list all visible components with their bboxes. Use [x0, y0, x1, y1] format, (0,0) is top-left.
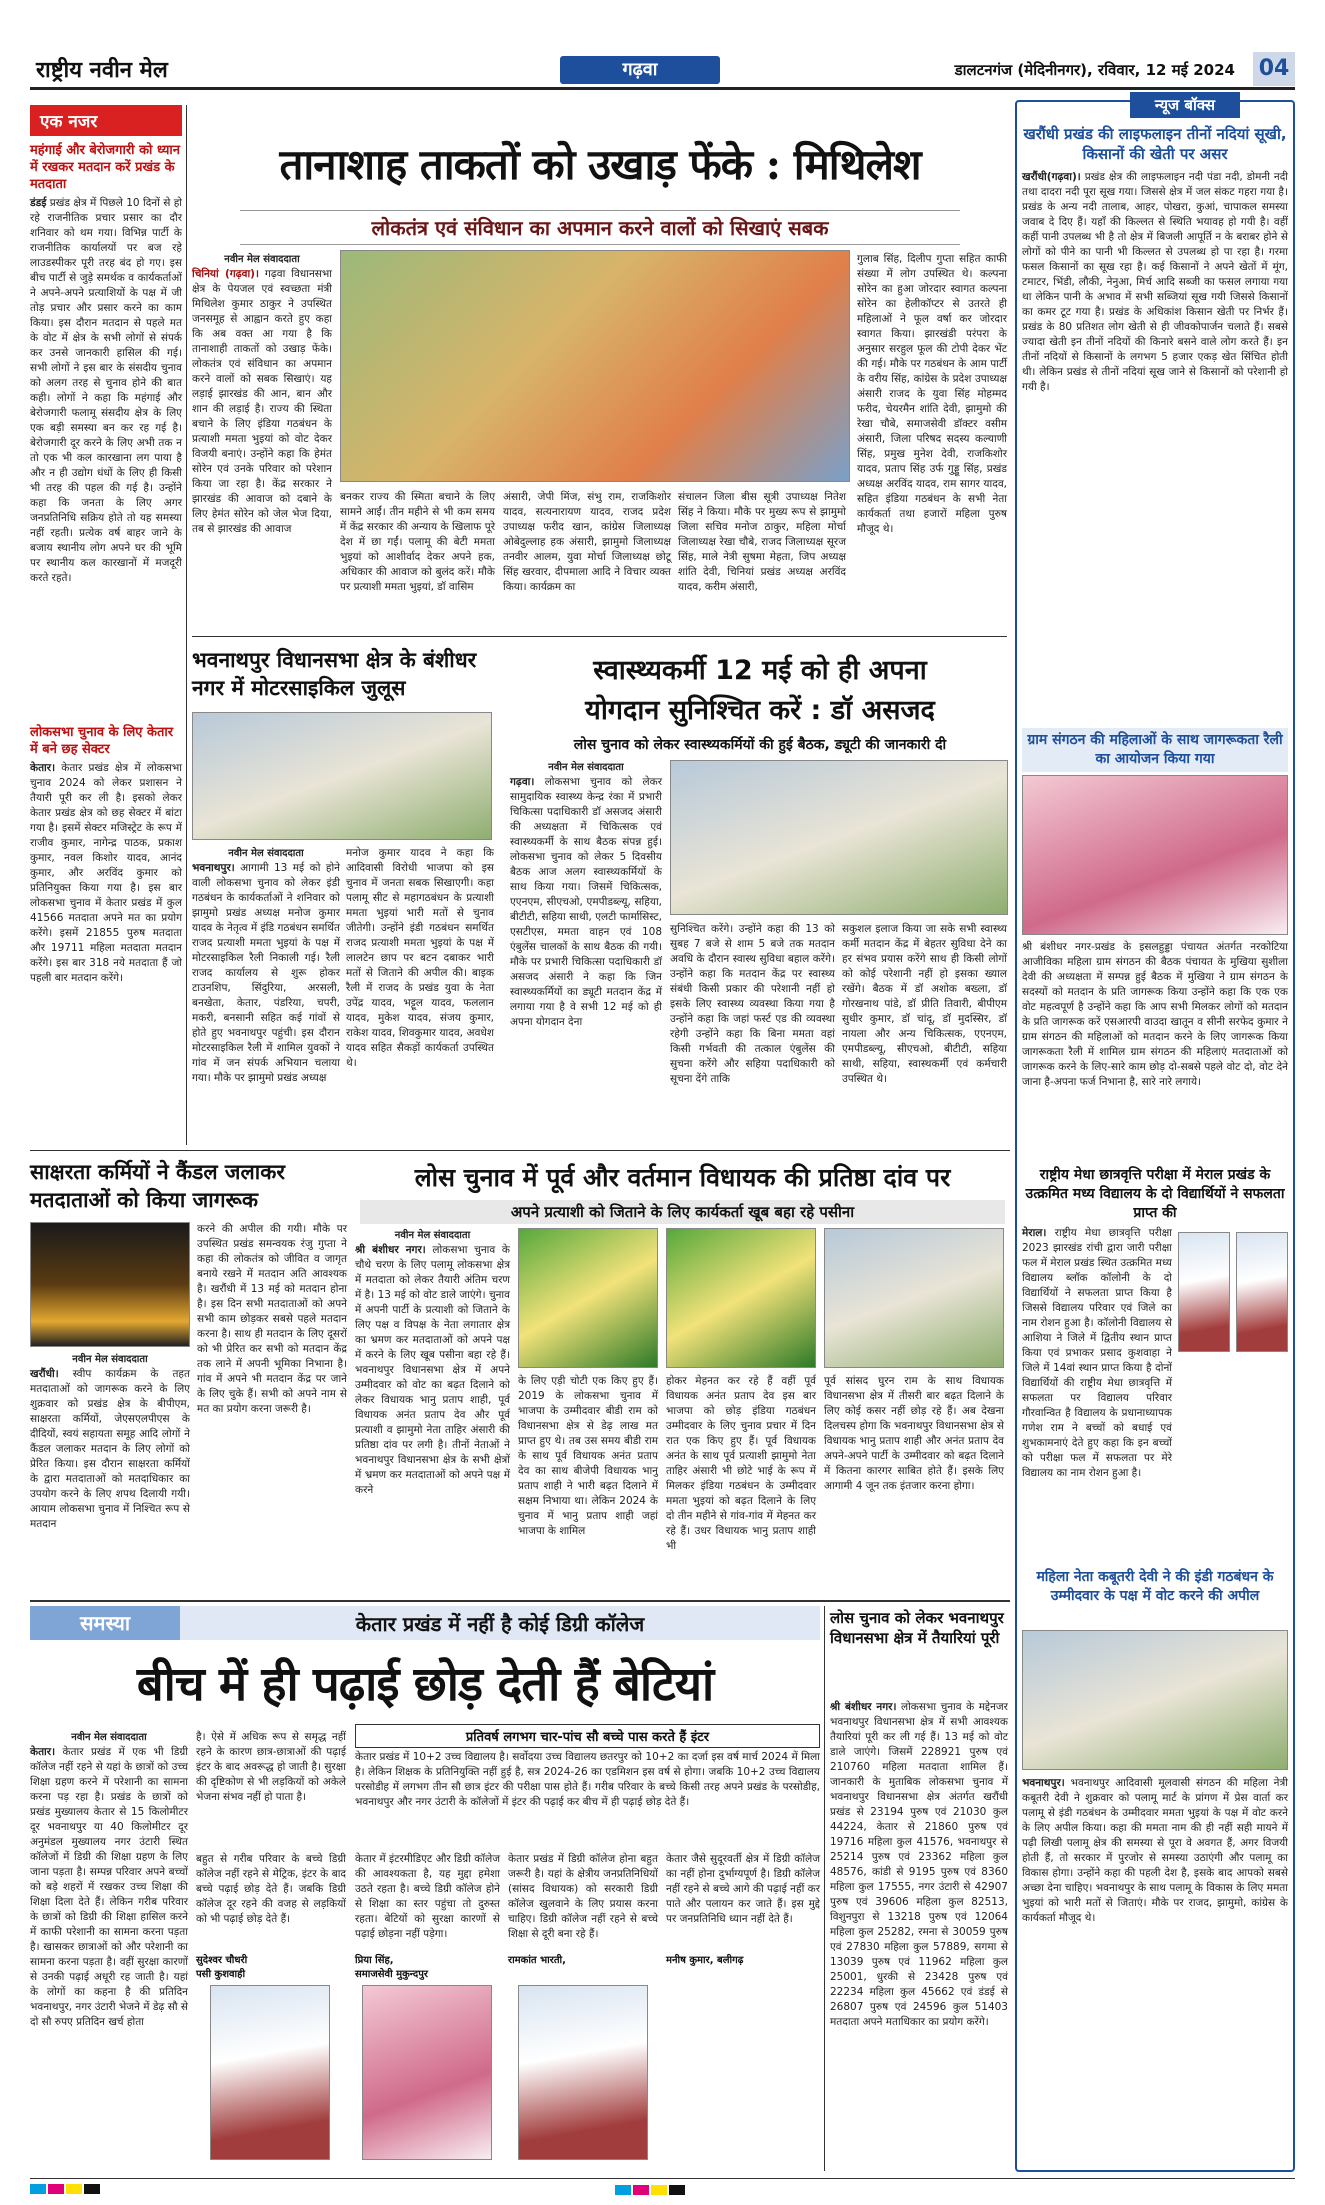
health-dateline: गढ़वा।	[510, 776, 535, 788]
quote-1-role: पसी कुशवाही	[196, 1969, 246, 1980]
rally-column-1	[192, 846, 340, 1146]
ek-nazar-story1-headline: महंगाई और बेरोजगारी को ध्यान में रखकर मतदान करें प्रखंड के मतदाता	[30, 143, 180, 192]
news-story2-headline: ग्राम संगठन की महिलाओं के साथ जागरूकता रैली का आयोजन किया गया	[1022, 728, 1288, 772]
health-subhead: लोस चुनाव को लेकर स्वास्थ्यकर्मियों की हुई बैठक, ड्यूटी की जानकारी दी	[573, 737, 947, 753]
lead-byline: नवीन मेल संवाददाता	[224, 254, 300, 265]
ek-nazar-story2-text: केतार प्रखंड क्षेत्र में लोकसभा चुनाव 2024 को लेकर प्रशासन ने तैयारी पूरी कर ली है। इसको लेकर केतार प्रखंड क्षेत्र को छह सेक्टर में बांटा गया है। इसमें सेक्टर मजिस्ट्रेट के रूप में राजीव कुमार, नागेन्द्र पाठक, प्रकाश कुमार, नवल किशोर यादव, आनंद कुमार, और अरविंद कुमार को प्रतिनियुक्त किया गया है। इस बार लोकसभा चुनाव में केतार प्रखंड में कुल 41566 मतदाता अपने मत का प्रयोग करेंगे। इसमें 21855 पुरुष मतदाता और 19711 महिला मतदाता मतदान करेंगे। इस बार 318 नये मतदाता हैं जो पहली बार मतदान करेंगे।	[30, 762, 182, 984]
mla-photo-2	[666, 1228, 816, 1368]
rally-dateline: भवनाथपुर।	[192, 862, 235, 874]
quote-3-name: रामकांत भारती,	[508, 1955, 566, 1966]
column-divider	[824, 1606, 825, 2171]
mla-column-3: होकर मेहनत कर रहे हैं वहीं पूर्व विधायक अनंत प्रताप देव इस बार भाजपा को छोड़ इंडिया गठबंधन उम्मीदवार के लिए चुनाव प्रचार में दिन रात एक किए हुए हैं। पूर्व विधायक अनंत के साथ पूर्व प्रत्याशी झामुमो नेता ताहिर अंसारी भी छोटे भाई के रूप में मिलकर इंडिया गठबंधन के उम्मीदवार ममता भुइयां को बढ़त दिलाने के लिए दो तीन महीने से गांव-गांव में मेहनत कर रहे हैं। उधर विधायक भानु प्रताप शाही भी	[666, 1375, 816, 1552]
section-name: गढ़वा	[560, 56, 720, 84]
rally-column-2: मनोज कुमार यादव ने कहा कि आदिवासी विरोधी भाजपा को इस चुनाव में जनता सबक सिखाएगी। कहा पलामू सीट से महागठबंधन के प्रत्याशी ममता भुइयां भारी मतों से चुनाव जीतेगी। उन्होंने इंडी गठबंधन समर्थित राजद प्रत्याशी ममता भुइयां के पक्ष में लालटेन छाप पर बटन दबाकर भारी मतों से जिताने की अपील की। बाइक रैली में राजद के प्रखंड युवा के नेता उपेंद्र यादव, भट्टूल यादव, फललान यादव, मुकेश यादव, संजय कुमार, राकेश यादव, शिवकुमार यादव, अवधेश यादव सहित सैकड़ों कार्यकर्ता उपस्थित थे।	[346, 847, 494, 1069]
health-column-1	[510, 760, 662, 1146]
rally-body-1: आगामी 13 मई को होने वाली लोकसभा चुनाव को लेकर इंडी गठबंधन के कार्यकर्ताओं ने शनिवार को झामुमो प्रखंड अध्यक्ष मनोज कुमार यादव के नेतृत्व में इंडि गठबंधन समर्थित राजद प्रत्याशी ममता भुइयां के पक्ष में मोटरसाइकिल रैली निकाली गई। रैली राजद कार्यालय से शुरू होकर टाउनशिप, सिंदुरिया, अरसली, बनखेता, केतार, पंडरिया, चपरी, मकरी, बनसानी सहित कई गांवों से होते हुए भवनाथपुर पहुंची। इस दौरान मोटरसाइकिल रैली में शामिल युवकों ने गांव में जन संपर्क अभियान चलाया गया। मौके पर झामुमो प्रखंड अध्यक्ष	[192, 862, 340, 1084]
college-tag: समस्या	[30, 1606, 180, 1640]
quote-4-name	[666, 1952, 820, 1966]
ek-nazar-story2-dateline: केतार।	[30, 762, 56, 774]
literacy-byline: नवीन मेल संवाददाता	[72, 1354, 148, 1365]
mla-column-4: पूर्व सांसद घुरन राम के साथ विधायक विधानसभा क्षेत्र में तीसरी बार बढ़त दिलाने के लिए कोई कसर नहीं छोड़ रहे हैं। अब देखना दिलचस्प होगा कि भवनाथपुर विधानसभा क्षेत्र से विधायक भानु प्रताप शाही और अनंत प्रताप देव अपने-अपने पार्टी के उम्मीदवार को बढ़त दिलाने में कितना कारगर साबित होते हैं। इसके लिए आगामी 4 जून तक इंतजार करना होगा।	[824, 1375, 1004, 1492]
literacy-headline: साक्षरता कर्मियों ने कैंडल जलाकर मतदाताओं को किया जागरूक	[30, 1160, 285, 1212]
ready-body	[830, 1700, 1008, 2170]
college-kicker: केतार प्रखंड में नहीं है कोई डिग्री कॉलेज	[355, 1612, 645, 1636]
news-story3-text: राष्ट्रीय मेधा छात्रवृत्ति परीक्षा 2023 झारखंड रांची द्वारा जारी परीक्षा फल में मेराल प्रखंड स्थित उत्क्रमित मध्य विद्यालय ब्लॉक कॉलोनी के दो विद्यार्थियों ने सफलता प्राप्त किया है जिससे विद्यालय परिवार एवं जिले का नाम रोशन हुआ है। कॉलोनी विद्यालय से आशिया ने जिले में द्वितीय स्थान प्राप्त किया एवं प्रभाकर प्रसाद कुशवाहा ने जिले में 14वां स्थान प्राप्त किया है दोनों विद्यार्थियों की राष्ट्रीय मेधा छात्रवृत्ति में सफलता पर विद्यालय परिवार गौरवान्वित है विद्यालय के प्रधानाध्यापक गणेश राम ने बच्चों को बधाई एवं शुभकामनाएं देते हुए कहा कि इन बच्चों को परीक्षा फल में सफलता पर मेरे विद्यालय का नाम रोशन हुआ है।	[1022, 1227, 1173, 1479]
quote-1-photo	[210, 1985, 330, 2160]
paper-name: राष्ट्रीय नवीन मेल	[36, 57, 168, 83]
section-divider	[192, 636, 1007, 637]
quote-2-name: प्रिया सिंह,	[355, 1955, 394, 1966]
literacy-column-1	[30, 1352, 190, 1594]
health-meeting-photo	[670, 760, 1008, 915]
literacy-dateline: खरौंधी।	[30, 1368, 59, 1380]
rally-byline: नवीन मेल संवाददाता	[228, 848, 304, 859]
news-story3-dateline: मेराल।	[1022, 1227, 1047, 1239]
health-column-3: सकुशल इलाज किया जा सके सभी स्वास्थ्य कर्मी मतदान केंद्र में बेहतर सुविधा देने का हर संभव प्रयास करेंगे साथ ही किसी लोगों को कोई परेशानी नहीं हो इसका ख्याल रखेंगे। बैठक में डॉ अशोक बख्ला, डॉ गोरखनाथ पांडे, डॉ प्रीति तिवारी, बीपीएम सुधीर कुमार, डॉ चांदू, डॉ मुदस्सिर, डॉ नायला और अन्य चिकित्सक, एएनएम, एमपीडब्ल्यू, सीएचओ, बीटीटी, सहिया साथी, सहिया, स्वास्थकर्मी एवं कर्मचारी उपस्थित थे।	[842, 923, 1007, 1085]
news-story4-text: भवनाथपुर आदिवासी मूलवासी संगठन की महिला नेत्री कबूतरी देवी ने शुक्रवार को पलामू मार्ट के प्रांगण में प्रेस वार्ता कर पलामू से इंडी गठबंधन के उम्मीदवार ममता भुइयां के पक्ष में वोट करने के लिए अपील किया। कहा की ममता नाम की ही नहीं सही मायने में पढ़ी लिखी पलामू क्षेत्र की समस्या से पूरा वे अवगत हैं, अगर विजयी होती हैं, तो सरकार में पुरजोर से समस्या उठाएंगी और पलामू का विकास होगा। उन्होंने कहा की पहली देश है, इसके बाद आपको सबसे अच्छा देना चाहिए। भवनाथपुर के साथ पलामू के विकास के लिए ममता भुइयां को भारी मतों से जिताएं। मौके पर राजद, झामुमो, कांग्रेस के कार्यकर्ता मौजूद थे।	[1022, 1777, 1288, 1924]
news-story3-headline: राष्ट्रीय मेधा छात्रवृत्ति परीक्षा में मेराल प्रखंड के उत्क्रमित मध्य विद्यालय के दो विद्यार्थियों ने सफलता प्राप्त की	[1025, 1167, 1285, 1221]
lead-column-2: बनकर राज्य की स्मिता बचाने के लिए सामने आईं। तीन महीने से भी कम समय में केंद्र सरकार की अन्याय के खिलाफ पूरे देश में छा गईं। पलामू की बेटी ममता भुइयां को आशीर्वाद देकर अपने हक, अधिकार की आवाज को बुलंद करें। मौके पर प्रत्याशी ममता भुइयां, डॉ वासिम	[340, 491, 495, 593]
college-column-3: केतार प्रखंड में 10+2 उच्च विद्यालय है। सर्वोदया उच्च विद्यालय छतरपुर को 10+2 का दर्जा इस वर्ष मार्च 2024 में मिला है। लेकिन शिक्षक के प्रतिनियुक्ति नहीं हुई है, सत्र 2024-26 का एडमिशन इस वर्ष से होगा। जबकि 10+2 उच्च विद्यालय परसोडीह में लगभग तीन सौ छात्र इंटर की परीक्षा पास होते हैं। गरीब परिवार के बच्चे किसी तरह अपने प्रखंड के परसोडीह, भवनाथपुर और नगर उंटारी के कॉलेजों में इंटर की पढ़ाई कर बीच में ही पढ़ाई छोड़ देते हैं।	[355, 1751, 820, 1808]
lead-body-1: गढ़वा विधानसभा क्षेत्र के पेयजल एवं स्वच्छता मंत्री मिथिलेश कुमार ठाकुर ने उपस्थित जनसमूह से आह्वान करते हुए कहा कि अब वक्त आ गया है कि तानाशाही ताकतों को उखाड़ फेंके। लोकतंत्र एवं संविधान का अपमान करने वालों को सबक सिखाएं। यह लड़ाई झारखंड की आन, बान और शान की लड़ाई है। राज्य की स्थिता बचाने के लिए इंडिया गठबंधन के प्रत्याशी ममता भुइयां को वोट देकर विजयी बनाएं। उन्होंने कहा कि हेमंत सोरेन एवं उनके परिवार को परेशान किया जा रहा है। केंद्र सरकार ने झारखंड की आवाज को दबाने के लिए हेमंत सोरेन को जेल भेज दिया, तब से झारखंड की आवाज	[192, 268, 333, 535]
quote-2-photo	[362, 1985, 492, 2160]
quote-2-text: केतार में इंटरमीडिएट और डिग्री कॉलेज की आवश्यकता है, यह मुद्दा हमेशा उठते रहता है। बच्चे डिग्री कॉलेज होने से शिक्षा का स्तर पहुंचा तो दुरुस्त रहता। बेटियों को सुरक्षा कारणों से पढ़ाई छोड़ना नहीं पड़ेगा।	[355, 1853, 500, 1940]
mla-subhead: अपने प्रत्याशी को जिताने के लिए कार्यकर्ता खूब बहा रहे पसीना	[360, 1200, 1005, 1224]
lead-column-3: अंसारी, जेपी मिंज, संभु राम, राजकिशोर यादव, सत्यनारायण यादव, राजद प्रदेश उपाध्यक्ष फरीद खान, कांग्रेस जिलाध्यक्ष ओबेदुल्लाह हक अंसारी, झामुमो जिलाध्यक्ष तनवीर आलम, युवा मोर्चा जिलाध्यक्ष छोटू सिंह खरवार, दीपमाला आदि ने विचार व्यक्त किया। कार्यक्रम का	[503, 491, 671, 593]
news-story1-body	[1022, 170, 1288, 720]
ek-nazar-tag: एक नजर	[30, 105, 182, 136]
college-body-1: केतार प्रखंड में एक भी डिग्री कॉलेज नहीं रहने से यहां के छात्रों को उच्च शिक्षा ग्रहण करने में परेशानी का सामना करना पड़ रहा है। प्रखंड के छात्रों को प्रखंड मुख्यालय केतार से 15 किलोमीटर दूर भवनाथपुर या 40 किलोमीटर दूर अनुमंडल मुख्यालय नगर उंटारी स्थित कॉलेजों में डिग्री की शिक्षा ग्रहण के लिए जाना पड़ता है। सम्पन्न परिवार अपने बच्चों को बड़े शहरों में रखकर उच्च शिक्षा की शिक्षा दिला देते हैं। लेकिन गरीब परिवार के छात्रों को डिग्री की शिक्षा हासिल करने में काफी परेशानी का सामना करना पड़ता है। खासकर छात्राओं को और परेशानी का सामना करना पड़ता है। वहीं सुरक्षा कारणों से उनकी पढ़ाई अधूरी रह जाती है। यहां के लोगों का कहना है की प्रतिदिन भवनाथपुर, नगर उंटारी भेजने में डेढ़ सौ से दो सौ रुपए प्रतिदिन खर्च होता	[30, 1746, 188, 2028]
ek-nazar-story2-body	[30, 761, 182, 1151]
mla-byline: नवीन मेल संवाददाता	[394, 1230, 471, 1241]
quote-2-role: समाजसेवी मुकुन्दपुर	[355, 1969, 428, 1980]
lead-subhead: लोकतंत्र एवं संविधान का अपमान करने वालों को सिखाएं सबक	[240, 210, 960, 245]
college-dateline: केतार।	[30, 1746, 56, 1758]
ek-nazar-story1-dateline: डंडई	[30, 197, 47, 209]
quote-3-text: केतार प्रखंड में डिग्री कॉलेज होना बहुत जरूरी है। यहां के क्षेत्रीय जनप्रतिनिधियों (सांसद विधायक) को सरकारी डिग्री कॉलेज खुलवाने के लिए प्रयास करना चाहिए। डिग्री कॉलेज नहीं रहने से बच्चे शिक्षा से दूरी बना रहे हैं।	[508, 1853, 658, 1940]
health-headline-2: योगदान सुनिश्चित करें : डॉ असजद	[585, 695, 935, 726]
news-story1-dateline: खरौंधी(गढ़वा)।	[1022, 171, 1081, 183]
college-byline: नवीन मेल संवाददाता	[71, 1732, 147, 1743]
student-photo-1	[1178, 1232, 1230, 1352]
news-story1-headline: खरौंधी प्रखंड की लाइफलाइन तीनों नदियां सूखी, किसानों की खेती पर असर	[1023, 125, 1287, 163]
quote-3-photo	[518, 1985, 648, 2160]
quote-4-text: केतार जैसे सुदूरवर्ती क्षेत्र में डिग्री कॉलेज का नहीं होना दुर्भाग्यपूर्ण है। डिग्री कॉलेज नहीं रहने से बच्चे आगे की पढ़ाई नहीं कर पाते और पलायन कर जाते हैं। इस मुद्दे पर जनप्रतिनिधि ध्यान नहीं देते हैं।	[666, 1853, 820, 1925]
ek-nazar-story1-body	[30, 196, 182, 716]
rally-photo	[340, 250, 850, 482]
mla-photo-1	[518, 1228, 658, 1368]
masthead	[30, 52, 1295, 90]
quote-1-text: बहुत से गरीब परिवार के बच्चे डिग्री कॉलेज नहीं रहने से मेट्रिक, इंटर के बाद बच्चे पढ़ाई छोड़ देते हैं। जबकि डिग्री कॉलेज दूर रहने की वजह से लड़कियों को भी पढ़ाई छोड़ देते हैं।	[196, 1853, 346, 1925]
ready-headline: लोस चुनाव को लेकर भवनाथपुर विधानसभा क्षेत्र में तैयारियां पूरी	[830, 1609, 1004, 1647]
news-box-tag: न्यूज बॉक्स	[1130, 92, 1240, 118]
news-story3-continued	[1022, 1370, 1288, 1560]
news-story4-dateline: भवनाथपुर।	[1022, 1777, 1065, 1789]
college-headline: बीच में ही पढ़ाई छोड़ देती हैं बेटियां	[136, 1657, 714, 1712]
health-headline-1: स्वास्थ्यकर्मी 12 मई को ही अपना	[593, 655, 927, 686]
quote-1-name: सुदेश्वर चौधरी	[196, 1955, 248, 1966]
mla-dateline: श्री बंशीधर नगर।	[355, 1244, 426, 1256]
news-story4-headline: महिला नेता कबूतरी देवी ने की इंडी गठबंधन के उम्मीदवार के पक्ष में वोट करने की अपील	[1036, 1569, 1274, 1604]
village-meeting-photo	[1022, 775, 1288, 935]
health-column-2: सुनिश्चित करेंगे। उन्होंने कहा की 13 को सुबह 7 बजे से शाम 5 बजे तक मतदान अवधि के दौरान स्वास्थ सुविधा बहाल करेंगे। उन्होंने कहा कि मतदान केंद्र पर स्वास्थ्य संबंधी किसी प्रकार की परेशानी नहीं हो इसके लिए स्वास्थ्य व्यवस्था किया गया है उन्होंने कहा कि जहां फर्स्ट एड की व्यवस्था रहेगी उन्होंने कहा कि बिना ममता वहां किसी गर्भवती की तत्काल एंबुलेंस की सुचना करेंगे और सहिया पदाधिकारी को सूचना देंगे ताकि	[670, 923, 835, 1085]
lead-column-1	[192, 252, 332, 630]
bike-rally-photo	[192, 712, 492, 840]
ready-body-text: लोकसभा चुनाव के मद्देनजर भवनाथपुर विधानसभा क्षेत्र में सभी आवश्यक तैयारियां पूरी कर ली गई हैं। 13 मई को वोट डाले जाएंगे। जिसमें 228921 पुरुष एवं 210760 महिला मतदाता शामिल हैं। जानकारी के मुताबिक लोकसभा चुनाव में भवनाथपुर विधानसभा क्षेत्र अंतर्गत खरौंधी प्रखंड से 23194 पुरुष एवं 21030 कुल 44224, केतार से 21860 पुरुष एवं 19716 महिला कुल 41576, भवनाथपुर से 25214 पुरुष एवं 23362 महिला कुल 48576, कांडी से 9195 पुरुष एवं 8360 महिला कुल 17555, नगर उंटारी से 42907 पुरुष एवं 39606 महिला कुल 82513, विशुनपुरा से 13218 पुरुष एवं 12064 महिला कुल 25282, रमना से 30059 पुरुष एवं 27830 महिला कुल 57889, सगमा से 13039 पुरुष एवं 11962 महिला कुल 25001, धुरकी से 23428 पुरुष एवं 22234 महिला कुल 45662 एवं डंडई से 26807 पुरुष एवं 24596 कुल 51403 मतदाता अपने मताधिकार का प्रयोग करेंगे।	[830, 1701, 1008, 2028]
health-byline: नवीन मेल संवाददाता	[548, 762, 624, 773]
literacy-body-1: स्वीप कार्यक्रम के तहत मतदाताओं को जागरूक करने के लिए शुक्रवार को प्रखंड क्षेत्र के बीपीएम, साक्षरता कर्मियों, जेएसएलपीएस के दीदियों, स्वयं सहायता समूह आदि लोगों ने कैंडल जलाकर मतदान के लिए लोगों को प्रेरित किया। इस दौरान साक्षरता कर्मियों के द्वारा मतदाताओं को मतदाधिकार का उपयोग करने के लिए शपथ दिलायी गयी। आयाम लोकसभा चुनाव में निश्चित रूप से मतदान	[30, 1368, 190, 1530]
candle-march-photo	[30, 1222, 190, 1347]
news-story1-text: प्रखंड क्षेत्र की लाइफलाइन नदी पंडा नदी, डोमनी नदी तथा दादरा नदी पूरा सूख गया। जिससे क्षेत्र में जल संकट गहरा गया है। प्रखंड के अन्य नदी तालाब, आहर, पोखरा, कुआं, चापाकल समस्या जवाब दे दिए हैं। यहाँ की किल्लत से स्थिति भयावह हो गयी है। वहीं कहीं पानी उपलब्ध भी है तो क्षेत्र में बिजली आपूर्ति न के बराबर होने से लोगों को पीने का पानी भी किल्लत से उपलब्ध हो पा रहा है। गरमा फसल किसानों का सूख रहा है। कई किसानों ने अपने खेतों में मूंग, टमाटर, भिंडी, लौकी, नेनुआ, मिर्च आदि सब्जी का फसल लगाया गया था लेकिन पानी के अभाव में सभी सब्जियां सूख गयी जिससे किसानों का कमर टूट गया है। प्रखंड के अधिकांश किसान खेती पर निर्भर हैं। प्रखंड के 80 प्रतिशत लोग खेती से ही जीवकोपार्जन चलाते हैं। सबसे ज्यादा खेती इन तीनों नदियों की किनारे बसने वाले लोग करते हैं। इन तीनों नदियों से किसानों के लगभग 5 हजार एकड़ खेत सिंचित होती थी। लेकिन प्रखंड से तीनों नदियां सूख जाने से किसानों को परेशानी हो गयी है।	[1022, 171, 1289, 393]
mla-headline: लोस चुनाव में पूर्व और वर्तमान विधायक की प्रतिष्ठा दांव पर	[414, 1163, 951, 1192]
page-number: 04	[1253, 52, 1295, 86]
column-divider	[186, 105, 187, 1145]
news-story3-body	[1022, 1226, 1173, 1479]
health-body-1: लोकसभा चुनाव को लेकर सामुदायिक स्वास्थ्य केन्द्र रंका में प्रभारी चिकित्सा पदाधिकारी डॉ असजद अंसारी की अध्यक्षता में चिकित्सक एवं स्वास्थ्यकर्मी के साथ बैठक संपन्न हुई। लोकसभा चुनाव को लेकर 5 दिवसीय बैठक आज अलग स्वास्थ्यकर्मियों के साथ किया गया। जिसमें चिकित्सक, एएनएम, सीएचओ, एमपीडब्ल्यू, सहिया, बीटीटी, सहिया साथी, एलटी फार्मासिस्ट, एसटीएस, ममता वाहन एवं 108 एंबुलेंस चालकों के साथ बैठक की गयी। मौके पर प्रभारी चिकित्सा पदाधिकारी डॉ असजद अंसारी ने कहा कि जिन स्वास्थ्यकर्मियों का ड्यूटी मतदान केंद्र में लगाया गया है वे सभी 12 मई को ही अपना योगदान देना	[510, 776, 662, 1028]
college-column-1	[30, 1730, 188, 2170]
section-divider	[30, 1150, 1010, 1151]
ready-dateline: श्री बंशीधर नगर।	[830, 1701, 897, 1713]
lead-headline: तानाशाह ताकतों को उखाड़ फेंके : मिथिलेश	[279, 140, 921, 189]
student-photo-2	[1236, 1232, 1288, 1352]
mla-photo-3	[824, 1228, 1004, 1368]
lead-column-4: संचालन जिला बीस सूत्री उपाध्यक्ष नितेश सिंह ने किया। मौके पर मुख्य रूप से झामुमो जिला सचिव मनोज ठाकुर, महिला मोर्चा जिलाध्यक्ष रेखा चौबे, राजद जिलाध्यक्ष सूरज सिंह, माले नेत्री सुषमा मेहता, जिप अध्यक्ष शांति देवी, चिनियां प्रखंड अध्यक्ष अरविंद यादव, करीम अंसारी,	[678, 491, 846, 593]
rally-headline: भवनाथपुर विधानसभा क्षेत्र के बंशीधर नगर में मोटरसाइकिल जुलूस	[192, 648, 477, 700]
news-story2-body: श्री बंशीधर नगर-प्रखंड के इसलहुड्डा पंचायत अंतर्गत नरकोटिया आजीविका महिला ग्राम संगठन की बैठक पंचायत के मुखिया सुशीला देवी की अध्यक्षता में सम्पन्न हुई बैठक में मुखिया ने ग्राम संगठन के सदस्यों को मतदान के प्रति जागरूक किया उन्होंने कहा कि एक एक वोट महत्वपूर्ण है उन्होंने कहा कि आप सभी मिलकर लोगों को मतदान के प्रति जागरूक करें एसआरपी वाउदा खातून व सीनी सरफेद कुमार ने ग्राम संगठन की महिलाओं को मतदान करने के लिए जागरूक किया जागरूकता रैली में शामिल ग्राम संगठन की महिलाएं मतदाताओं को जागरूक करने के लिए-सारे काम छोड़ दो-सबसे पहले वोट दो, वोट देने जाना है-अपना फर्ज निभाना है, सारे नारे लगाये।	[1022, 941, 1288, 1088]
quote-4-role-text: बलीगढ़	[717, 1955, 744, 1966]
ek-nazar-column	[30, 105, 182, 1145]
lead-column-5: गुलाब सिंह, दिलीप गुप्ता सहित काफी संख्या में लोग उपस्थित थे। कल्पना सोरेन का हुआ जोरदार स्वागत कल्पना सोरेन का हेलीकॉप्टर से उतरते ही महिलाओं ने फूल वर्षा कर जोरदार स्वागत किया। झारखंडी परंपरा के अनुसार सरहुल फूल की टोपी देकर भेंट की गई। मौके पर गठबंधन के आम पार्टी के वरीय सिंह, कांग्रेस के प्रदेश उपाध्यक्ष अंसारी राजद के युवा सिंह मोहम्मद फरीद, चेयरमैन शांति देवी, झामुमो की रेखा चौबे, समाजसेवी डॉक्टर वसीम अंसारी, जिला परिषद सदस्य कल्याणी सिंह, प्रमुख मुनेश देवी, राजकिशोर यादव, प्रताप सिंह उर्फ गुड्डू सिंह, प्रखंड अध्यक्ष अरविंद यादव, राम सागर यादव, सहित इंडिया गठबंधन के सभी नेता कार्यकर्ता तथा हजारों महिला पुरुष मौजूद थे।	[857, 253, 1007, 535]
press-conference-photo	[1022, 1630, 1288, 1770]
mla-body-1: लोकसभा चुनाव के चौथे चरण के लिए पलामू लोकसभा क्षेत्र में मतदाता को लेकर तैयारी अंतिम चरण में है। 13 मई को वोट डाले जाएंगे। चुनाव में अपनी पार्टी के प्रत्याशी को जिताने के लिए पक्ष व विपक्ष के नेता लगातार क्षेत्र का भ्रमण कर मतदाताओं को अपने पक्ष में करने के लिए खूब पसीना बहा रहे हैं। भवनाथपुर विधानसभा क्षेत्र में अपने उम्मीदवार को वोट का बढ़त दिलाने को लेकर विधायक भानु प्रताप शाही, पूर्व विधायक अनंत प्रताप देव और पूर्व प्रत्याशी व झामुमो नेता ताहिर अंसारी की प्रतिष्ठा दांव पर लगी है। तीनों नेताओं ने भवनाथपुर विधानसभा क्षेत्र के सभी क्षेत्रों में भ्रमण कर मतदाताओं को अपने पक्ष में करने	[355, 1244, 510, 1496]
college-strap: प्रतिवर्ष लगभग चार-पांच सौ बच्चे पास करते हैं इंटर	[355, 1724, 820, 1748]
registration-bar-center	[615, 2180, 735, 2190]
news-story4-body	[1022, 1776, 1288, 2168]
quote-4-name-text: मनीष कुमार,	[666, 1955, 714, 1966]
mla-column-1	[355, 1228, 510, 1594]
literacy-column-2: करने की अपील की गयी। मौके पर उपस्थित प्रखंड समन्वयक रंजु गुप्ता ने कहा की लोकतंत्र को जीवित व जागृत बनाये रखने में मतदान अति आवश्यक है। खरौंधी में 13 मई को मतदान होना है। इस दिन सभी मतदाताओं को अपने सभी काम छोड़कर सबसे पहले मतदान करना है। साथ ही मतदान के लिए दूसरों को भी प्रेरित कर सभी को मतदान केंद्र तक लाने में अपनी भूमिका निभाना है। गांव में अपने भी मतदान केंद्र पर जाने के लिए चुके हैं। सभी को अपने नाम से मत का प्रयोग करना जरूरी है।	[197, 1223, 347, 1415]
college-column-2: है। ऐसे में अधिक रूप से समृद्ध नहीं रहने के कारण छात्र-छात्राओं की पढ़ाई इंटर के बाद अवरूद्ध हो जाती है। सुरक्षा की दृष्टिकोण से भी लड़कियों को अकेले भेजना संभव नहीं हो पाता है।	[196, 1731, 346, 1803]
lead-dateline: चिनियां (गढ़वा)।	[192, 268, 259, 280]
ek-nazar-story2-headline: लोकसभा चुनाव के लिए केतार में बने छह सेक्टर	[30, 725, 174, 757]
dateline: डालटनगंज (मेदिनीनगर), रविवार, 12 मई 2024	[954, 61, 1235, 79]
ek-nazar-story1-text: प्रखंड क्षेत्र में पिछले 10 दिनों से हो रहे राजनीतिक प्रचार प्रसार का दौर शनिवार को थम गया। विभिन्न पार्टी के राजनीतिक कार्यालयों पर बज रहे लाउडस्पीकर पूरी तरह बंद हो गए। इस बीच पार्टी से जुड़े समर्थक व कार्यकर्ताओं ने अपने-अपने प्रत्याशियों के पक्ष में जी तोड़ प्रचार और प्रसार करने का काम किया। इस दौरान मतदान से पहले मत के वोट में क्षेत्र के सभी लोगों से संपर्क कर उनसे जानकारी हासिल की गई। सभी लोगों ने इस बार के संसदीय चुनाव को अलग तरह से चुनाव होने की बात कही। लोगों ने कहा कि महंगाई और बेरोजगारी फलामू संसदीय क्षेत्र के लिए एक बड़ी समस्या बन कर रह गई है। बेरोजगारी दूर करने के लिए अभी तक न तो एक भी कल कारखाना लग पाया है और न ही उद्योग धंधों के लिए ही किसी भी तरह की पहल की गई है। उन्होंने कहा कि जनता के लिए अगर जनप्रतिनिधि सक्रिय होते तो यह समस्या नहीं रहती। प्रत्येक वर्ष बाहर जाने के बजाय स्थानीय लोग अपने घर की भूमि पर स्थानीय कल कारखानों में मजदूरी करते रहते।	[30, 197, 182, 584]
mla-column-2: के लिए एड़ी चोटी एक किए हुए हैं। 2019 के लोकसभा चुनाव में भाजपा के उम्मीदवार बीडी राम को विधानसभा क्षेत्र से डेढ़ लाख मत प्राप्त हुए थे। तब उस समय बीडी राम के साथ पूर्व विधायक अनंत प्रताप देव का साथ बीजेपी विधायक भानु प्रताप शाही ने भारी बढ़त दिलाने में सक्षम निभाया था। लेकिन 2024 के चुनाव में भानु प्रताप शाही जहां भाजपा के शामिल	[518, 1375, 658, 1537]
section-divider	[30, 1600, 1010, 1602]
